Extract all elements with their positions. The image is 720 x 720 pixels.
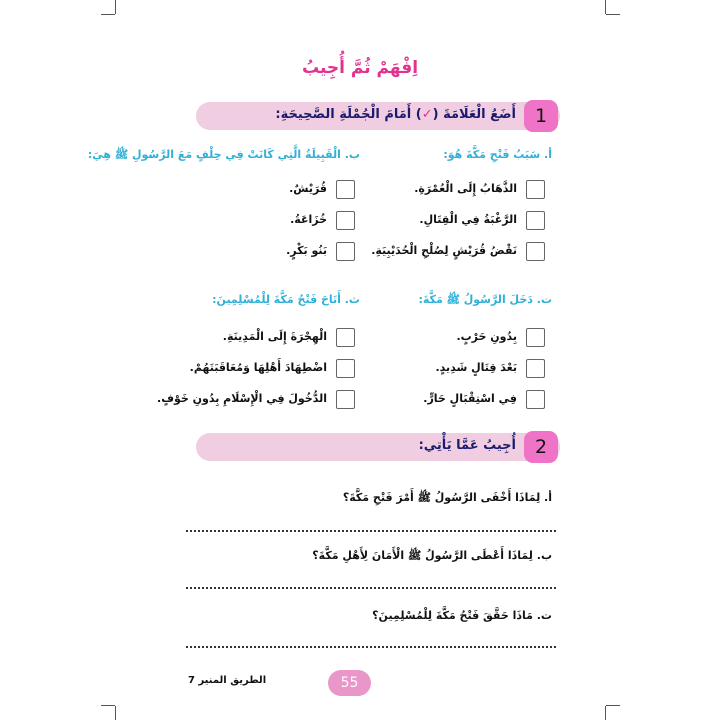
answer-checkbox[interactable] [526, 242, 545, 261]
answer-line[interactable] [186, 646, 556, 648]
answer-checkbox[interactable] [526, 390, 545, 409]
option-label: الذَّهَابُ إِلَى الْعُمْرَةِ. [414, 182, 517, 195]
crop-mark-bottom-right [605, 706, 606, 720]
exercise-2-banner [196, 433, 560, 461]
crop-mark-top-left [101, 14, 115, 15]
check-mark-icon: ✓ [421, 107, 433, 122]
page-number-badge: 55 [328, 670, 371, 696]
option-label: قُرَيْشٌ. [289, 182, 327, 195]
crop-mark-bottom-left [115, 706, 116, 720]
option-label: الدُّخُولَ فِي الْإِسْلَامِ بِدُونِ خَوْفٍ. [157, 392, 327, 405]
exercise-2-instruction: أُجِيبُ عَمَّا يَأْتِي: [418, 438, 516, 453]
option-label: خُزَاعَةُ. [290, 213, 327, 226]
answer-checkbox[interactable] [336, 390, 355, 409]
exercise-1-instruction [275, 107, 516, 122]
option-label: نَقْضُ قُرَيْشٍ لِصُلْحِ الْحُدَيْبِيَةِ. [371, 244, 517, 257]
answer-line[interactable] [186, 587, 556, 589]
question-heading: ب. الْقَبِيلَةُ الَّتِي كَانَتْ فِي حِلْفٍ مَعَ الرَّسُولِ ﷺ هِيَ: [87, 148, 360, 161]
crop-mark-top-right [606, 14, 620, 15]
option-label: بَعْدَ قِتَالٍ شَدِيدٍ. [435, 361, 517, 374]
open-question: أ. لِمَاذَا أَخْفَى الرَّسُولُ ﷺ أَمْرَ فَتْحِ مَكَّةَ؟ [342, 491, 552, 504]
exercise-number-badge: 2 [524, 431, 558, 463]
open-question: ت. مَاذَا حَقَّقَ فَتْحُ مَكَّةَ لِلْمُسْلِمِينَ؟ [372, 609, 552, 622]
crop-mark-bottom-left [101, 705, 115, 706]
answer-checkbox[interactable] [336, 359, 355, 378]
crop-mark-bottom-right [606, 705, 620, 706]
option-label: اضْطِهَادَ أَهْلِهَا وَمُعَاقَبَتَهُمْ. [189, 361, 327, 374]
page-title: اِفْهَمْ ثُمَّ أُجِيبُ [301, 58, 419, 78]
answer-checkbox[interactable] [336, 328, 355, 347]
crop-mark-top-right [605, 0, 606, 14]
book-name: الطريق المنير 7 [188, 675, 267, 686]
answer-checkbox[interactable] [336, 242, 355, 261]
answer-line[interactable] [186, 530, 556, 532]
option-label: فِي اسْتِقْبَالٍ حَارٍّ. [423, 392, 517, 405]
instruction-text: ) أَمَامَ الْجُمْلَةِ الصَّحِيحَةِ: [275, 107, 422, 122]
question-heading: ث. أَتَاحَ فَتْحُ مَكَّةَ لِلْمُسْلِمِينَ: [212, 293, 360, 306]
crop-mark-top-left [115, 0, 116, 14]
instruction-text: أَضَعُ الْعَلَامَةَ ( [432, 107, 516, 122]
option-label: بَنُو بَكْرٍ. [286, 244, 327, 257]
question-heading: ت. دَخَلَ الرَّسُولُ ﷺ مَكَّةَ: [418, 293, 552, 306]
exercise-1-banner [196, 102, 560, 130]
answer-checkbox[interactable] [336, 211, 355, 230]
answer-checkbox[interactable] [526, 328, 545, 347]
question-heading: أ. سَبَبُ فَتْحِ مَكَّةَ هُوَ: [443, 148, 552, 161]
open-question: ب. لِمَاذَا أَعْطَى الرَّسُولُ ﷺ الْأَمَانَ لِأَهْلِ مَكَّةَ؟ [312, 549, 552, 562]
option-label: الرَّغْبَةُ فِي الْقِتَالِ. [419, 213, 517, 226]
option-label: الْهِجْرَةَ إِلَى الْمَدِينَةِ. [222, 330, 327, 343]
answer-checkbox[interactable] [526, 211, 545, 230]
exercise-number-badge: 1 [524, 100, 558, 132]
option-label: بِدُونِ حَرْبٍ. [456, 330, 517, 343]
answer-checkbox[interactable] [526, 359, 545, 378]
answer-checkbox[interactable] [526, 180, 545, 199]
answer-checkbox[interactable] [336, 180, 355, 199]
